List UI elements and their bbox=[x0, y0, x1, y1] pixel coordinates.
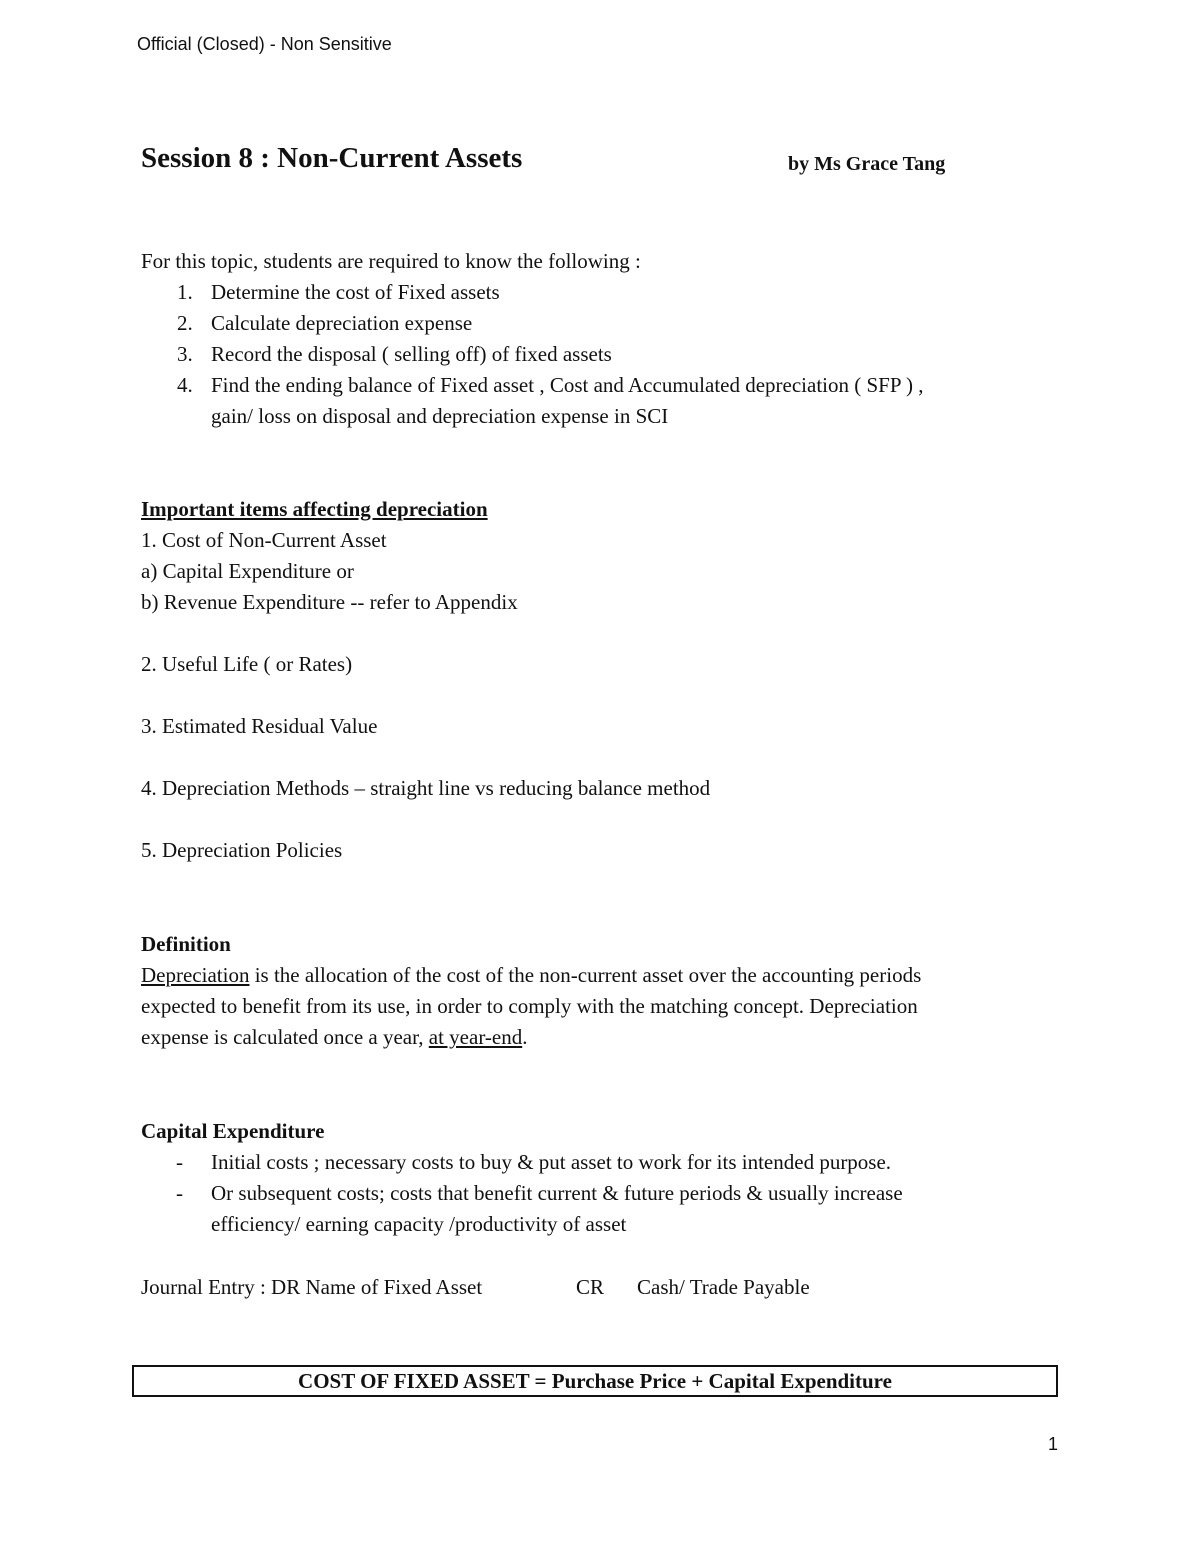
important-item-5: 5. Depreciation Policies bbox=[141, 838, 343, 862]
list-item-text: Determine the cost of Fixed assets bbox=[211, 280, 500, 304]
journal-entry-cr: CR bbox=[576, 1275, 605, 1299]
list-item bbox=[141, 277, 924, 308]
important-item-4: 4. Depreciation Methods – straight line vs reducing balance method bbox=[141, 776, 711, 800]
capital-expenditure-list bbox=[141, 1147, 903, 1240]
important-item-1b: b) Revenue Expenditure -- refer to Appendix bbox=[141, 590, 518, 614]
list-item bbox=[141, 370, 924, 432]
definition-line-3 bbox=[141, 1022, 527, 1053]
dash-bullet: - bbox=[176, 1150, 183, 1174]
list-item-text: Or subsequent costs; costs that benefit current & future periods & usually increase bbox=[211, 1181, 903, 1205]
intro-text: For this topic, students are required to know the following : bbox=[141, 249, 641, 273]
list-item-number: 1. bbox=[177, 280, 193, 304]
definition-line-1 bbox=[141, 960, 921, 991]
journal-entry-label: Journal Entry : DR Name of Fixed Asset bbox=[141, 1275, 483, 1299]
list-item-text: Calculate depreciation expense bbox=[211, 311, 473, 335]
list-item-text: Record the disposal ( selling off) of fixed assets bbox=[211, 342, 612, 366]
dash-bullet: - bbox=[176, 1181, 183, 1205]
definition-term: Depreciation bbox=[141, 963, 250, 987]
page-title: Session 8 : Non-Current Assets bbox=[141, 142, 523, 174]
capital-expenditure-heading: Capital Expenditure bbox=[141, 1119, 325, 1143]
definition-text: . bbox=[522, 1025, 528, 1049]
important-item-1a: a) Capital Expenditure or bbox=[141, 559, 354, 583]
definition-heading: Definition bbox=[141, 932, 231, 956]
cost-formula-box: COST OF FIXED ASSET = Purchase Price + Capital Expenditure bbox=[132, 1365, 1058, 1397]
page-number: 1 bbox=[1048, 1434, 1059, 1454]
definition-text: expense is calculated once a year, bbox=[141, 1025, 429, 1049]
important-item-1: 1. Cost of Non-Current Asset bbox=[141, 528, 387, 552]
list-item-text-continued: gain/ loss on disposal and depreciation expense in SCI bbox=[211, 404, 669, 428]
definition-line-2: expected to benefit from its use, in order to comply with the matching concept. Depreciation bbox=[141, 994, 918, 1018]
list-item-number: 2. bbox=[177, 311, 193, 335]
document-classification: Official (Closed) - Non Sensitive bbox=[137, 34, 392, 54]
list-item-number: 3. bbox=[177, 342, 193, 366]
list-item bbox=[141, 1178, 903, 1240]
definition-text: is the allocation of the cost of the non-current asset over the accounting periods bbox=[249, 963, 922, 987]
list-item-text: Initial costs ; necessary costs to buy & put asset to work for its intended purpose. bbox=[211, 1150, 892, 1174]
important-item-3: 3. Estimated Residual Value bbox=[141, 714, 378, 738]
important-item-2: 2. Useful Life ( or Rates) bbox=[141, 652, 353, 676]
important-items-heading: Important items affecting depreciation bbox=[141, 497, 488, 521]
author-line: by Ms Grace Tang bbox=[788, 153, 946, 175]
definition-emphasis: at year-end bbox=[428, 1025, 523, 1049]
objectives-list bbox=[141, 277, 924, 432]
list-item bbox=[141, 339, 924, 370]
list-item bbox=[141, 308, 924, 339]
journal-entry-cr-account: Cash/ Trade Payable bbox=[637, 1275, 810, 1299]
list-item bbox=[141, 1147, 903, 1178]
list-item-text-continued: efficiency/ earning capacity /productivity of asset bbox=[211, 1212, 627, 1236]
list-item-text: Find the ending balance of Fixed asset , Cost and Accumulated depreciation ( SFP ) , bbox=[211, 373, 924, 397]
list-item-number: 4. bbox=[177, 373, 193, 397]
